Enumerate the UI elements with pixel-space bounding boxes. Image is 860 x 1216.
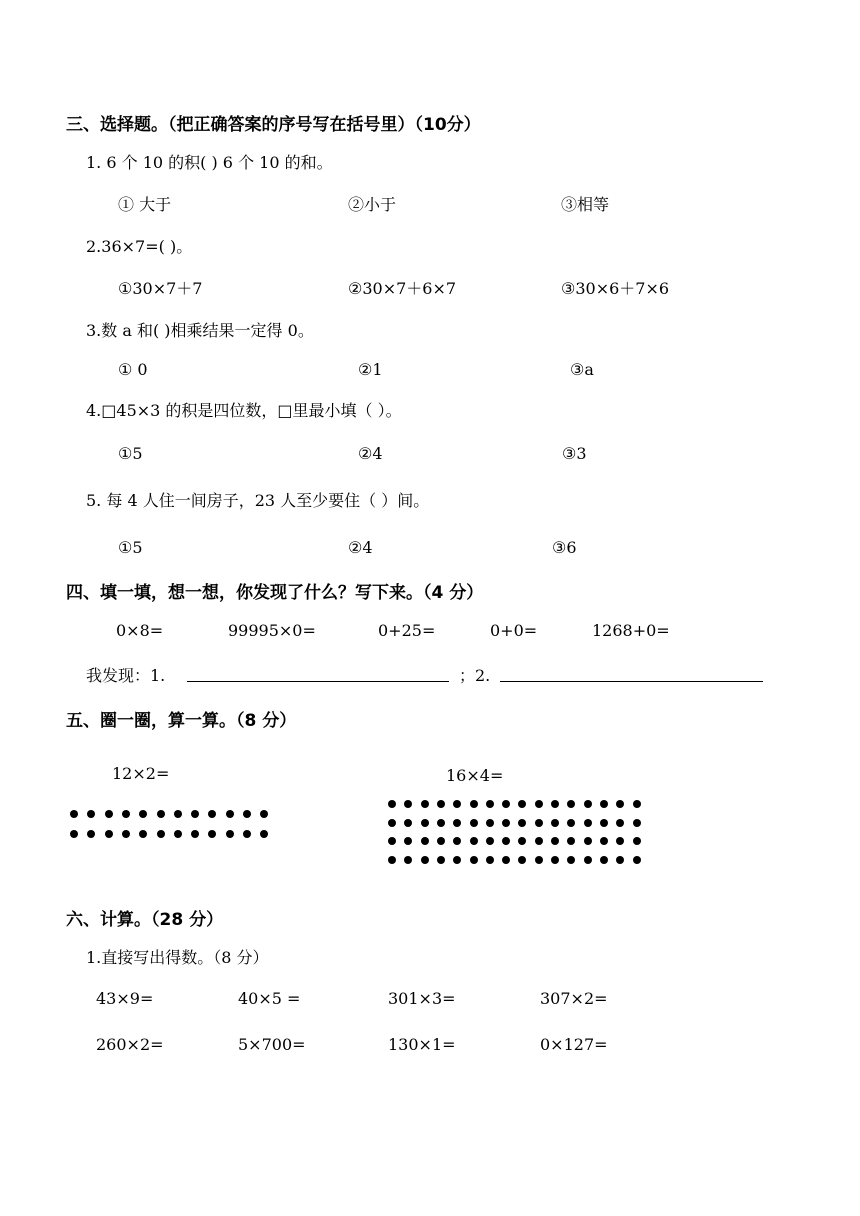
dot	[616, 800, 624, 808]
dot	[70, 810, 78, 818]
dot	[470, 819, 478, 827]
calc-8: 0×127=	[540, 1035, 608, 1054]
dot	[208, 810, 216, 818]
dot	[616, 819, 624, 827]
calc-7: 130×1=	[388, 1035, 456, 1054]
question-2-stem: 2.36×7=( )。	[86, 237, 193, 256]
calc-4: 307×2=	[540, 989, 608, 1008]
dot	[600, 819, 608, 827]
calc-3: 301×3=	[388, 989, 456, 1008]
expr-1: 0×8=	[116, 621, 164, 640]
expr-5: 1268+0=	[592, 621, 670, 640]
dot	[226, 810, 234, 818]
dot	[567, 819, 575, 827]
dot	[486, 856, 494, 864]
discover-label: 我发现：1.	[86, 666, 166, 685]
calc-5: 260×2=	[96, 1035, 164, 1054]
section-5-title: 五、圈一圈，算一算。（8 分）	[66, 711, 297, 731]
dot	[437, 800, 445, 808]
dot	[584, 837, 592, 845]
dot	[470, 837, 478, 845]
dot	[518, 837, 526, 845]
dot	[105, 810, 113, 818]
dot	[502, 837, 510, 845]
dot	[584, 800, 592, 808]
q5-option-1: ①5	[118, 538, 143, 557]
calc-2: 40×5 =	[238, 989, 301, 1008]
discover-answer-line-2[interactable]	[500, 681, 763, 682]
dot	[174, 830, 182, 838]
dot	[421, 837, 429, 845]
dot	[535, 837, 543, 845]
dot	[616, 837, 624, 845]
dot	[157, 830, 165, 838]
dot	[139, 830, 147, 838]
dot	[518, 856, 526, 864]
section-6-title: 六、计算。（28 分）	[66, 910, 224, 930]
dot	[600, 800, 608, 808]
q2-option-1: ①30×7＋7	[118, 279, 203, 298]
dot	[600, 856, 608, 864]
dot	[421, 800, 429, 808]
dot	[87, 810, 95, 818]
question-3-stem: 3.数 a 和( )相乘结果一定得 0。	[86, 321, 314, 340]
dot	[535, 800, 543, 808]
dot	[584, 819, 592, 827]
dot	[421, 819, 429, 827]
q3-option-1: ① 0	[118, 360, 148, 379]
dot	[518, 800, 526, 808]
expr-2: 99995×0=	[228, 621, 316, 640]
dots-left-expr: 12×2=	[112, 764, 170, 783]
dot	[87, 830, 95, 838]
dot	[600, 837, 608, 845]
dot	[388, 819, 396, 827]
dot	[470, 856, 478, 864]
discover-label-2: ；2.	[459, 666, 491, 685]
section-4-title: 四、填一填，想一想，你发现了什么？写下来。（4 分）	[66, 583, 484, 603]
dot	[105, 830, 113, 838]
dot	[70, 830, 78, 838]
dot	[518, 819, 526, 827]
dot	[191, 830, 199, 838]
dot	[453, 800, 461, 808]
dot	[633, 819, 641, 827]
q2-option-2: ②30×7＋6×7	[348, 279, 457, 298]
expr-3: 0+25=	[378, 621, 436, 640]
dot	[388, 800, 396, 808]
dot	[486, 837, 494, 845]
q1-option-3: ③相等	[561, 195, 610, 214]
dot	[551, 800, 559, 808]
q4-option-3: ③3	[562, 444, 587, 463]
dot	[243, 810, 251, 818]
dot	[486, 819, 494, 827]
dot	[388, 856, 396, 864]
dot	[567, 856, 575, 864]
q1-option-2: ②小于	[348, 195, 397, 214]
dot	[174, 810, 182, 818]
dot	[388, 837, 396, 845]
dot	[502, 856, 510, 864]
dot	[633, 800, 641, 808]
q3-option-3: ③a	[570, 360, 594, 379]
question-4-stem: 4.□45×3 的积是四位数，□里最小填（ ）。	[86, 401, 402, 420]
dot	[633, 856, 641, 864]
q4-option-1: ①5	[118, 444, 143, 463]
dot	[404, 800, 412, 808]
dot	[584, 856, 592, 864]
question-5-stem: 5. 每 4 人住一间房子，23 人至少要住（ ）间。	[86, 491, 430, 510]
dot	[453, 819, 461, 827]
dot	[535, 856, 543, 864]
dot	[567, 800, 575, 808]
calc-1: 43×9=	[96, 989, 154, 1008]
dot	[260, 810, 268, 818]
q5-option-3: ③6	[552, 538, 577, 557]
q1-option-1: ① 大于	[118, 195, 172, 214]
dot	[551, 856, 559, 864]
dot	[453, 856, 461, 864]
dot	[567, 837, 575, 845]
dot	[208, 830, 216, 838]
q2-option-3: ③30×6＋7×6	[561, 279, 670, 298]
dot	[453, 837, 461, 845]
calc-6: 5×700=	[238, 1035, 306, 1054]
dot	[421, 856, 429, 864]
q3-option-2: ②1	[358, 360, 383, 379]
dot	[139, 810, 147, 818]
dot	[404, 837, 412, 845]
dot	[535, 819, 543, 827]
expr-4: 0+0=	[490, 621, 538, 640]
dot	[616, 856, 624, 864]
dot	[404, 856, 412, 864]
dot	[404, 819, 412, 827]
dot	[551, 837, 559, 845]
discover-answer-line-1[interactable]	[187, 681, 449, 682]
dot	[551, 819, 559, 827]
dot	[226, 830, 234, 838]
dot	[437, 837, 445, 845]
dot	[157, 810, 165, 818]
dot	[437, 819, 445, 827]
question-1-stem: 1. 6 个 10 的积( ) 6 个 10 的和。	[86, 153, 333, 172]
q4-option-2: ②4	[358, 444, 383, 463]
dot	[260, 830, 268, 838]
dot	[502, 800, 510, 808]
dot	[437, 856, 445, 864]
sub-question-1: 1.直接写出得数。（8 分）	[86, 948, 269, 967]
section-3-title: 三、选择题。（把正确答案的序号写在括号里）（10分）	[66, 115, 481, 135]
q5-option-2: ②4	[348, 538, 373, 557]
dot	[191, 810, 199, 818]
dot	[470, 800, 478, 808]
dot	[122, 830, 130, 838]
dot	[243, 830, 251, 838]
dot	[633, 837, 641, 845]
dot	[486, 800, 494, 808]
dots-right-expr: 16×4=	[446, 766, 504, 785]
dot	[502, 819, 510, 827]
dot	[122, 810, 130, 818]
